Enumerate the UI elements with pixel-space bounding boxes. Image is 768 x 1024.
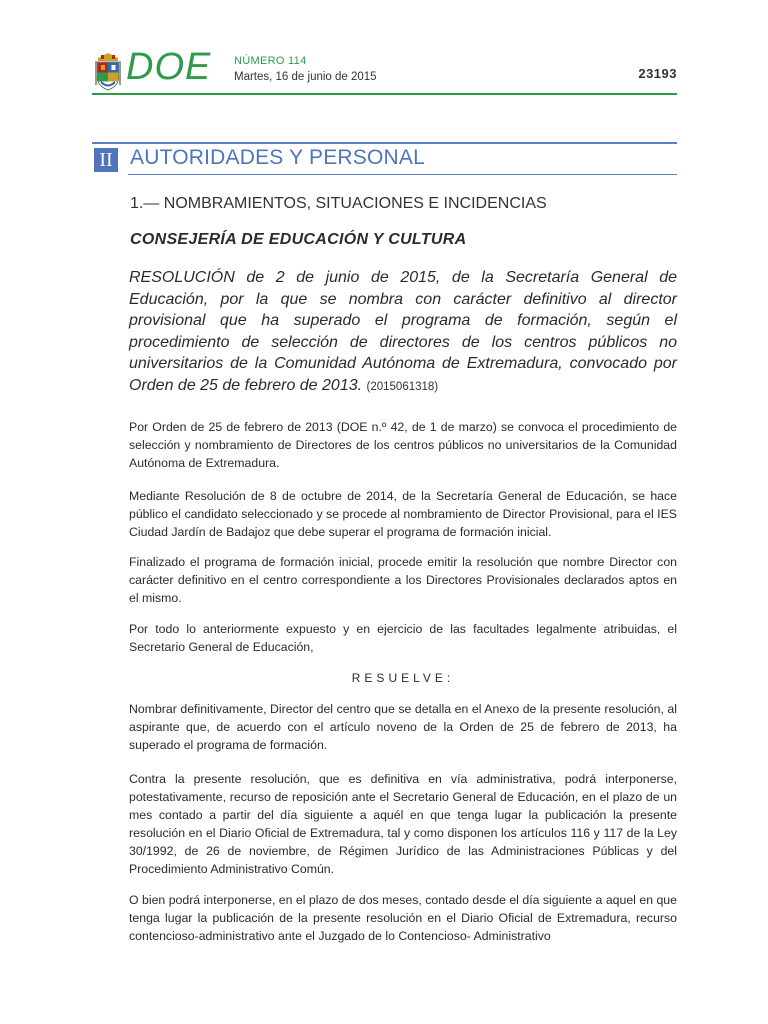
paragraph-5: Nombrar definitivamente, Director del centro que se detalla en el Anexo de la presente resolución, al aspirante que, de acuerdo con el artículo noveno de la Orden de 25 de febrero de 2013, ha superado el programa de formación. [129,702,677,752]
resuelve-heading: RESUELVE: [351,671,455,685]
doe-logo: DOE [126,46,212,88]
paragraph-4: Por todo lo anteriormente expuesto y en ejercicio de las facultades legalmente atribuidas, el Secretario General de Educación, [129,622,677,654]
paragraph-1: Por Orden de 25 de febrero de 2013 (DOE n.º 42, de 1 de marzo) se convoca el procedimiento de selección y nombramiento de Directores de los centros públicos no universitarios de la Comunidad Autónoma de Extremadura. [129,420,677,470]
publication-date: Martes, 16 de junio de 2015 [234,71,377,83]
resolution-code: (2015061318) [366,380,439,393]
paragraph-7: O bien podrá interponerse, en el plazo de dos meses, contado desde el día siguiente a aquel en que tenga lugar la publicación de la presente resolución en el Diario Oficial de Extremadura, recurso contencioso-administrativo ante el Juzgado de lo Contencioso- Administrativo [129,893,677,943]
department-heading: CONSEJERÍA DE EDUCACIÓN Y CULTURA [130,231,467,248]
paragraph-3: Finalizado el programa de formación inicial, procede emitir la resolución que nombre Director con carácter definitivo en el centro correspondiente a los Directores Provisionales declarados aptos en el mismo. [129,555,677,605]
page-number: 23193 [638,66,677,81]
paragraph-2: Mediante Resolución de 8 de octubre de 2014, de la Secretaría General de Educación, se hace público el candidato seleccionado y se procede al nombramiento de Director Provisional, para el IES Ciudad Jardín de Badajoz que debe superar el programa de formación inicial. [129,489,677,539]
issue-number: NÚMERO 114 [234,55,307,67]
resolution-title [129,267,677,399]
section-bottom-rule [128,174,677,175]
page-header [92,46,677,94]
paragraph-6: Contra la presente resolución, que es definitiva en vía administrativa, podrá interponerse, potestativamente, recurso de reposición ante el Secretario General de Educación, en el plazo de un mes contado a partir del día siguiente a aquél en que tenga lugar la publicación la presente resolución en el Diario Oficial de Extremadura, tal y como disponen los artículos 116 y 117 de la Ley 30/1992, de 26 de noviembre, de Régimen Jurídico de las Administraciones Públicas y del Procedimiento Administrativo Común. [129,772,677,876]
resolution-text: RESOLUCIÓN de 2 de junio de 2015, de la Secretaría General de Educación, por la que se nombra con carácter definitivo al director provisional que ha superado el programa de formación, según el procedimiento de selección de directores de los centros públicos no universitarios de la Comunidad Autónoma de Extremadura, convocado por Orden de 25 de febrero de 2013. [129,269,677,394]
section-number-badge: II [94,148,118,172]
header-divider [92,93,677,95]
subsection-heading: 1.— NOMBRAMIENTOS, SITUACIONES E INCIDENCIAS [130,195,547,212]
extremadura-coat-of-arms-icon [92,52,124,92]
section-title: AUTORIDADES Y PERSONAL [130,146,425,169]
section-top-rule [92,142,677,144]
